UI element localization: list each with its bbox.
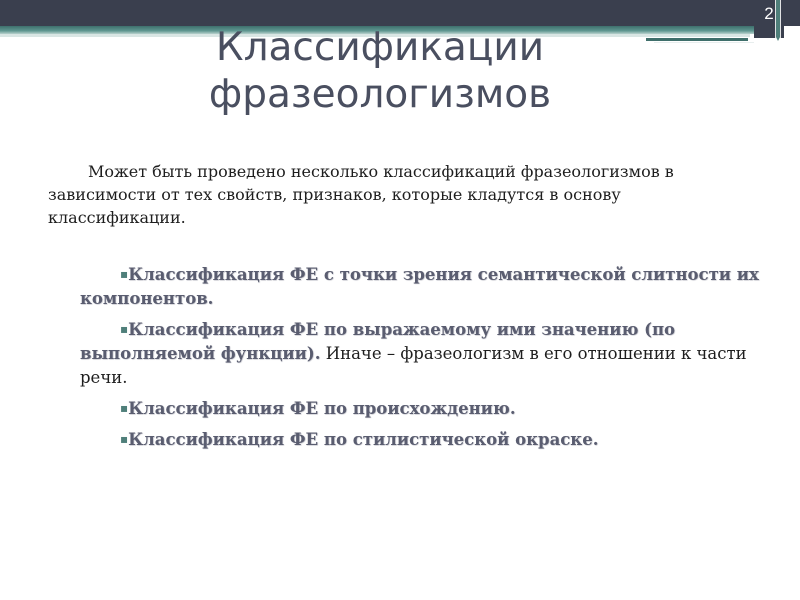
slide-number: 2 (764, 4, 774, 23)
list-item (80, 262, 770, 311)
slide-title-line-1: Классификации (215, 25, 545, 70)
list-item-emphasis: Классификация ФЕ с точки зрения семантической слитности их компонентов. (80, 265, 759, 308)
intro-text: Может быть проведено несколько классификаций фразеологизмов в зависимости от тех свойств, признаков, которые кладутся в основу классификации. (48, 162, 674, 227)
list-item-emphasis: Классификация ФЕ по стилистической окраске. (128, 430, 599, 449)
list-item-rest: Иначе – фразеологизм в его отношении к части речи. (80, 344, 747, 387)
list-item (80, 427, 770, 452)
list-item-emphasis: Классификация ФЕ по выражаемому ими значению (по выполняемой функции). (80, 320, 676, 363)
bullet-icon: ▪ (120, 401, 129, 415)
classification-list (80, 262, 770, 458)
bullet-icon: ▪ (120, 322, 129, 336)
slide-title (150, 24, 610, 118)
header-right-rule (646, 38, 748, 41)
header-right-gap (654, 42, 754, 43)
list-item (80, 317, 770, 390)
header-bar (0, 0, 800, 26)
intro-paragraph (48, 160, 748, 229)
bullet-icon: ▪ (120, 267, 129, 281)
slide-title-line-2: фразеологизмов (208, 72, 552, 117)
list-item-emphasis: Классификация ФЕ по происхождению. (128, 399, 516, 418)
list-item (80, 396, 770, 421)
bullet-icon: ▪ (120, 432, 129, 446)
